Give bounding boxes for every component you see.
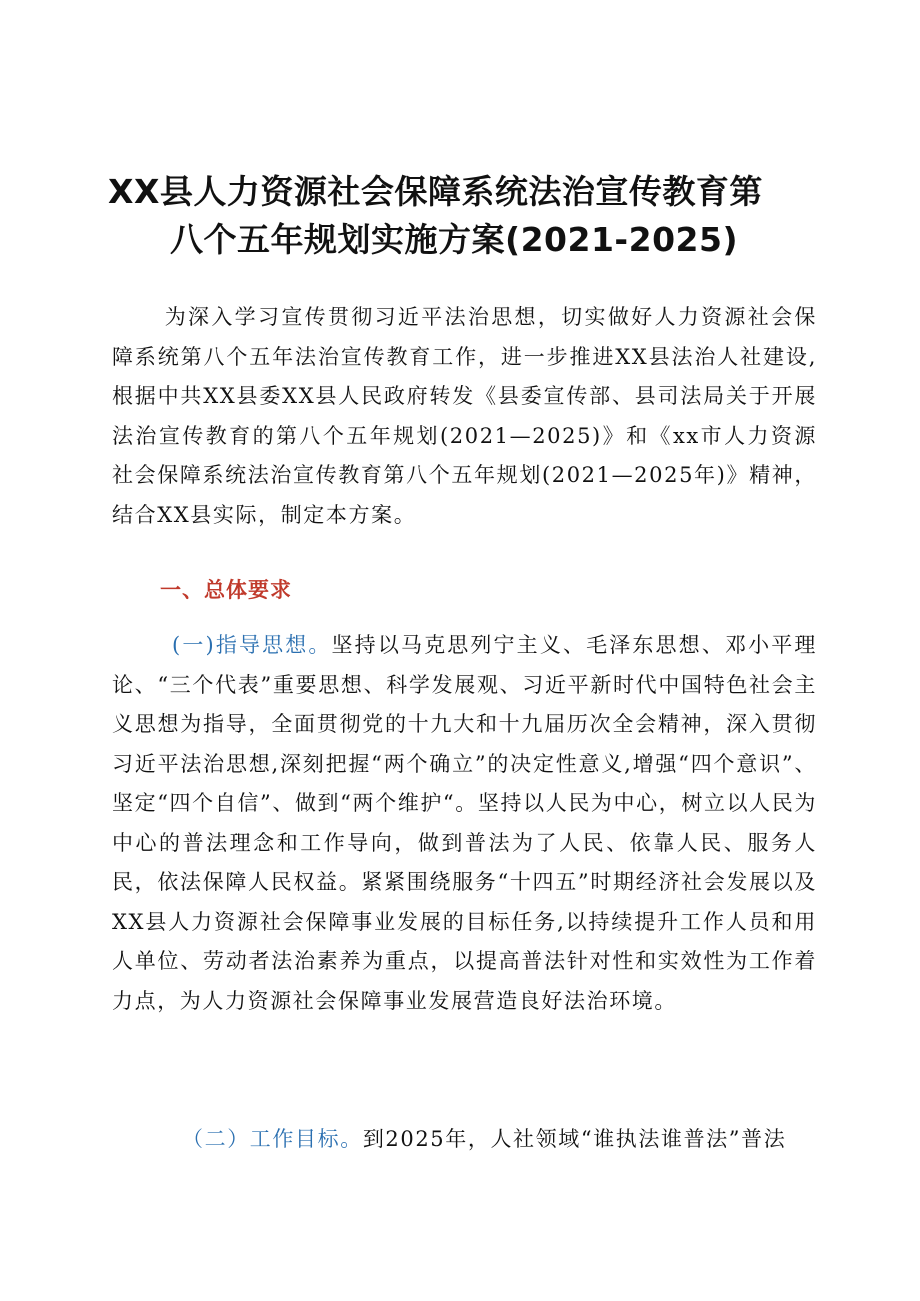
title-line-1: XX县人力资源社会保障系统法治宣传教育第	[108, 172, 763, 211]
title-line-2: 八个五年规划实施方案(2021-2025)	[170, 220, 739, 259]
intro-paragraph-text: 为深入学习宣传贯彻习近平法治思想，切实做好人力资源社会保障系统第八个五年法治宣传教育工作，进一步推进XX县法治人社建设,根据中共XX县委XX县人民政府转发《县委宣传部、县司法局关于开展法治宣传教育的第八个五年规划(2021—2025)》和《xx市人力资源社会保障系统法治宣传教育第八个五年规划(2021—2025年)》精神，结合XX县实际，制定本方案。	[112, 305, 817, 527]
intro-paragraph	[112, 298, 817, 535]
guiding-ideology-paragraph	[112, 626, 817, 1021]
document-title	[100, 168, 820, 264]
guiding-ideology-text: 坚持以马克思列宁主义、毛泽东思想、邓小平理论、“三个代表”重要思想、科学发展观、习近平新时代中国特色社会主义思想为指导，全面贯彻党的十九大和十九届历次全会精神，深入贯彻习近平法治思想,深刻把握“两个确立”的决定性意义,增强“四个意识”、坚定“四个自信”、做到“两个维护“。坚持以人民为中心，树立以人民为中心的普法理念和工作导向，做到普法为了人民、依靠人民、服务人民，依法保障人民权益。紧紧围绕服务“十四五”时期经济社会发展以及XX县人力资源社会保障事业发展的目标任务,以持续提升工作人员和用人单位、劳动者法治素养为重点，以提高普法针对性和实效性为工作着力点，为人力资源社会保障事业发展营造良好法治环境。	[112, 633, 817, 1013]
work-goals-paragraph	[112, 1120, 817, 1160]
section-heading-general-requirements: 一、总体要求	[160, 578, 292, 602]
work-goals-label: （二）工作目标。	[182, 1127, 363, 1151]
work-goals-text: 到2025年，人社领域“谁执法谁普法”普法	[362, 1127, 787, 1151]
guiding-ideology-label: (一)指导思想。	[172, 633, 332, 657]
